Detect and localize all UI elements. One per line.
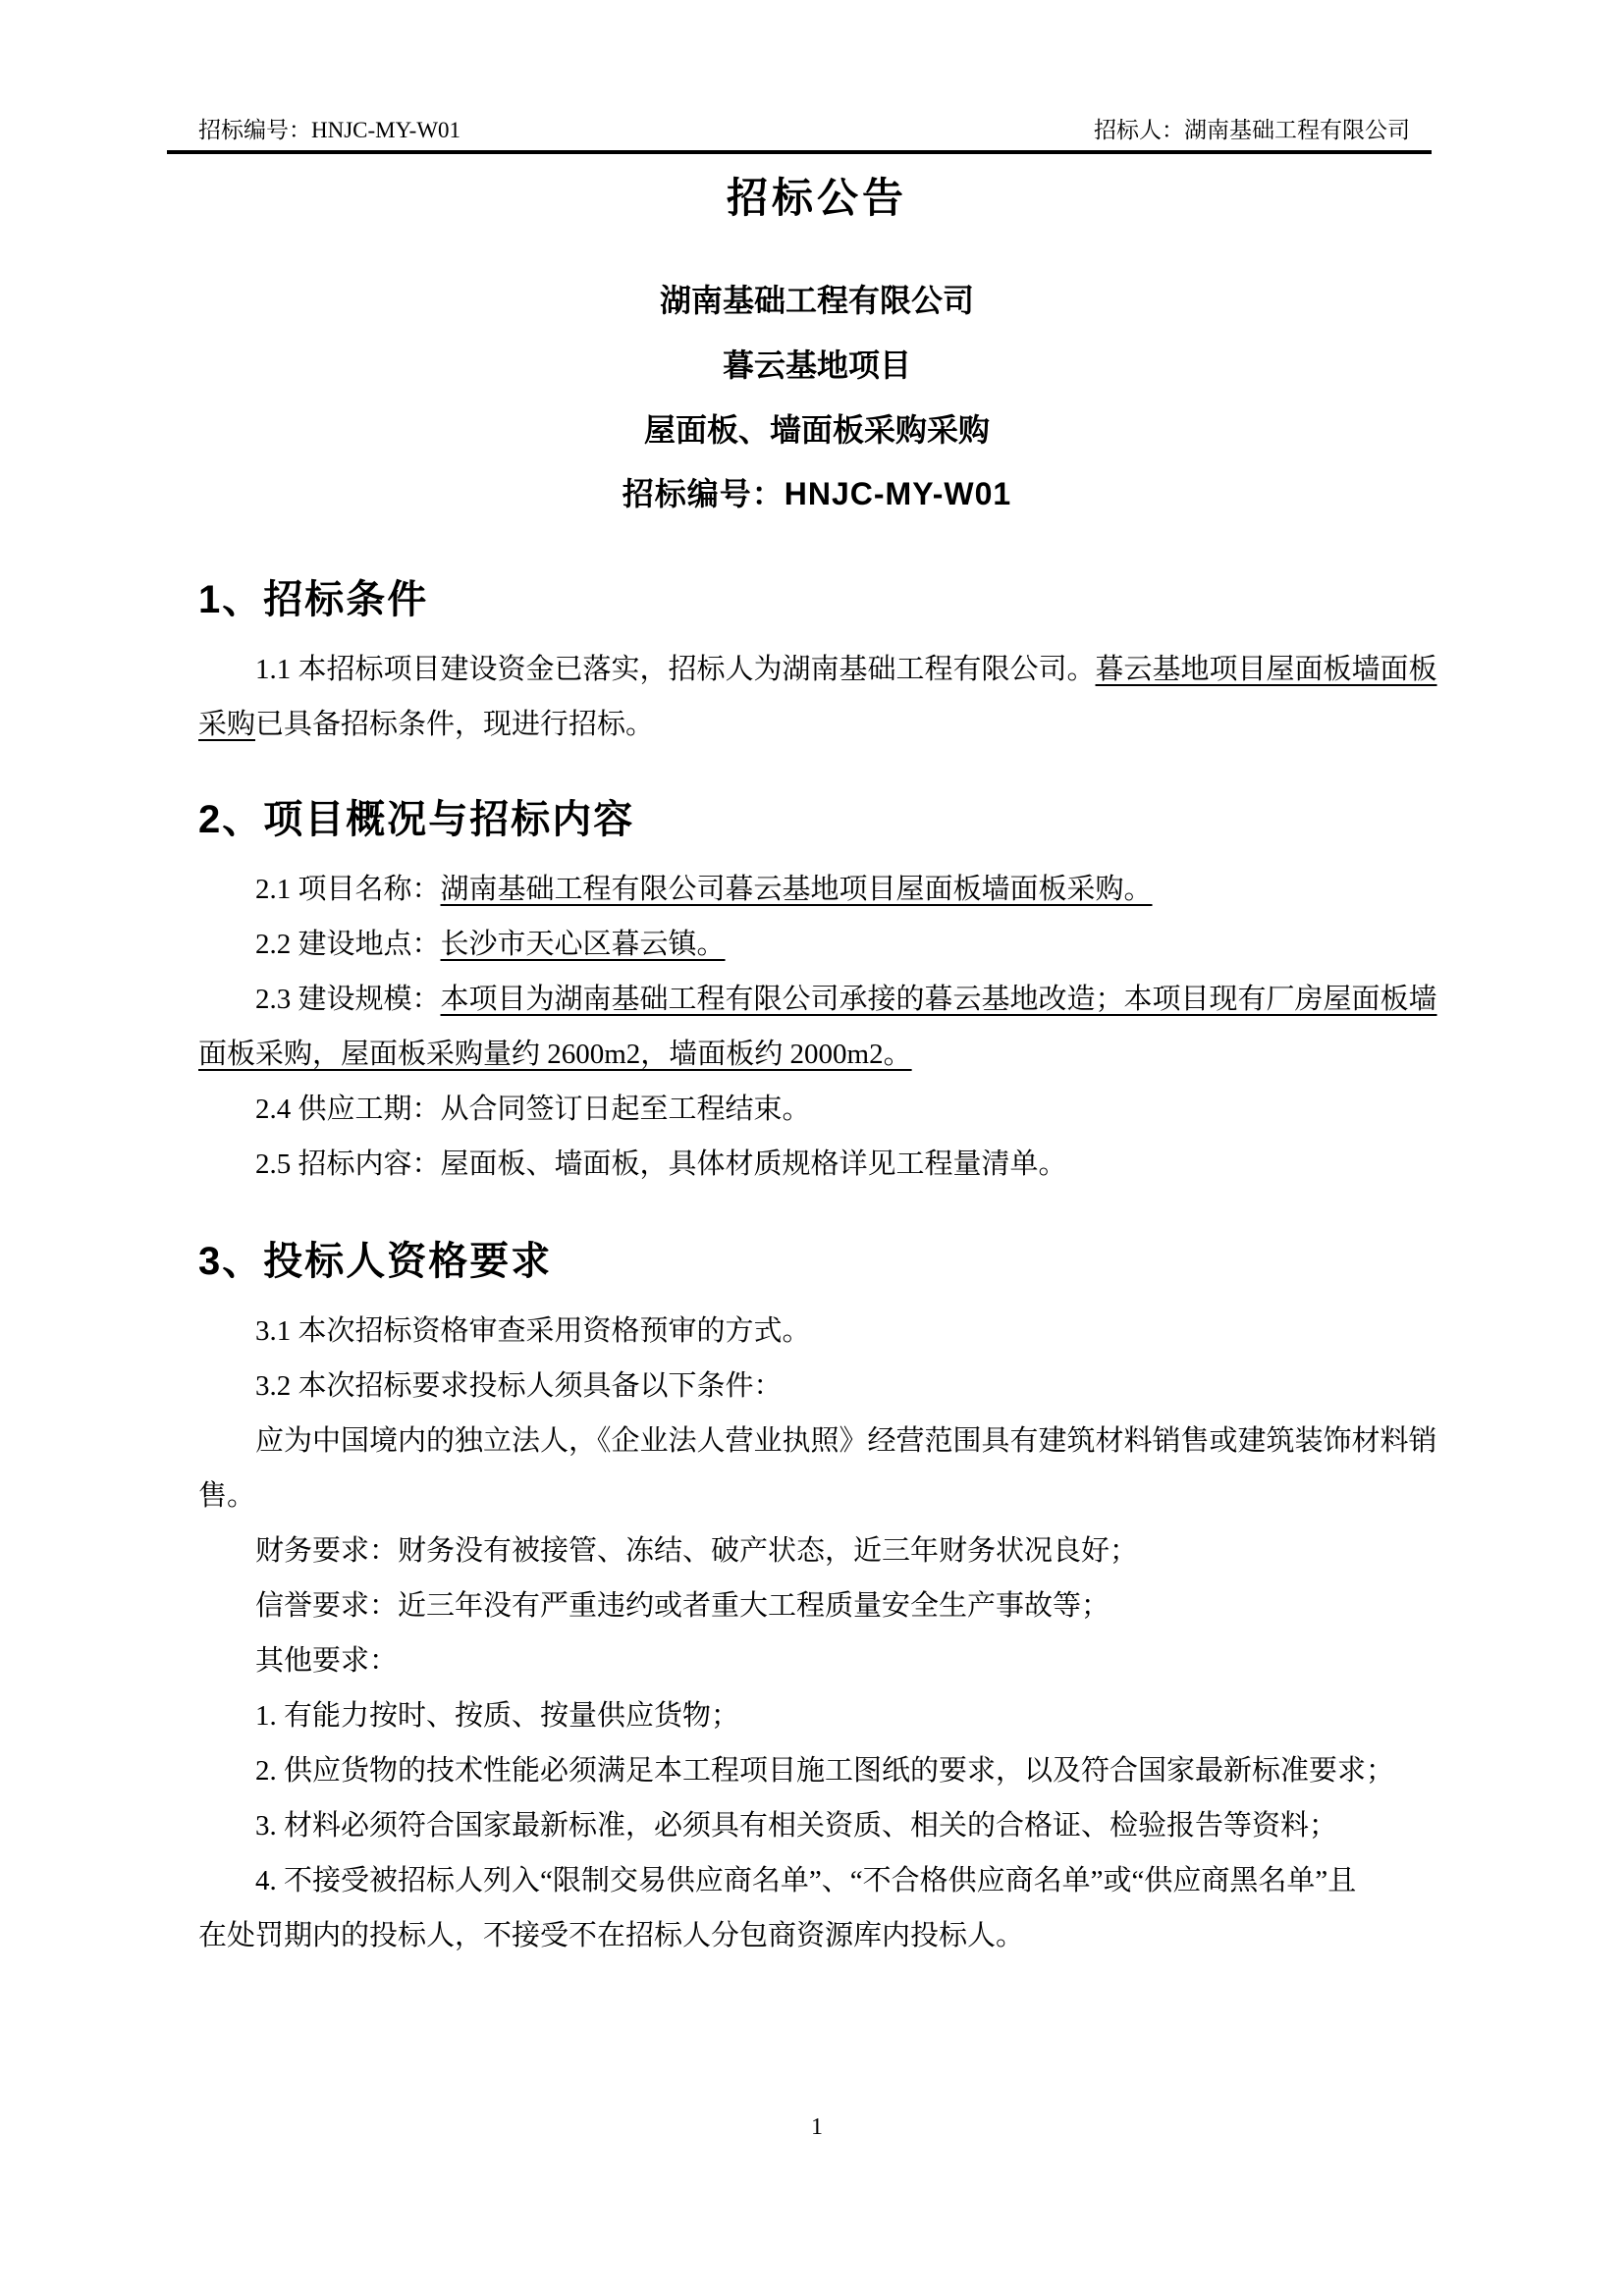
paragraph-line [198,1743,1435,1798]
subtitle-company: 湖南基础工程有限公司 [659,283,974,318]
text-run: 2.3 建设规模： [255,984,441,1015]
paragraph-line [198,1304,1435,1359]
text-run: 3. 材料必须符合国家最新标准，必须具有相关资质、相关的合格证、检验报告等资料； [255,1810,1338,1842]
underlined-text: 湖南基础工程有限公司暮云基地项目屋面板墙面板采购。 [440,874,1153,905]
document-title: 招标公告 [726,175,907,221]
text-run: 信誉要求：近三年没有严重违约或者重大工程质量安全生产事故等； [255,1590,1110,1622]
text-run: 其他要求： [255,1645,399,1677]
page-header [198,116,1435,145]
paragraph-line [198,697,1435,752]
paragraph-line [198,1688,1435,1743]
section-heading: 1、招标条件 [198,578,429,621]
text-run: 2.5 招标内容：屋面板、墙面板，具体材质规格详见工程量清单。 [255,1148,1067,1180]
text-run: 2.2 建设地点： [255,929,441,960]
text-run: 2.1 项目名称： [255,874,441,905]
paragraph-line [198,1414,1435,1468]
section-body [198,1304,1435,1963]
text-run: 应为中国境内的独立法人，《企业法人营业执照》经营范围具有建筑材料销售或建筑装饰材料销 [255,1425,1437,1457]
paragraph-line [198,1027,1435,1082]
paragraph-line [198,1137,1435,1192]
paragraph-line [198,1578,1435,1633]
section-project-overview [198,791,1435,1192]
subtitle-project: 暮云基地项目 [722,347,911,383]
paragraph-line [198,972,1435,1027]
text-run: 1.1 本招标项目建设资金已落实，招标人为湖南基础工程有限公司。 [255,654,1096,685]
page-number: 1 [811,2114,823,2140]
text-run: 4. 不接受被招标人列入“限制交易供应商名单”、“不合格供应商名单”或“供应商黑名单”且 [255,1865,1357,1896]
paragraph-line [198,917,1435,972]
paragraph-line [198,1633,1435,1688]
text-run: 售。 [198,1480,256,1512]
section-body [198,642,1435,752]
section-body [198,862,1435,1192]
subtitle-tender-number: 招标编号：HNJC-MY-W01 [622,476,1012,511]
text-run: 1. 有能力按时、按质、按量供应货物； [255,1700,740,1732]
paragraph-line [198,1359,1435,1414]
subtitle-procurement: 屋面板、墙面板采购采购 [643,412,990,448]
section-tender-conditions [198,571,1435,752]
header-tender-number: 招标编号：HNJC-MY-W01 [198,118,461,142]
text-run: 已具备招标条件，现进行招标。 [255,709,655,740]
text-run: 在处罚期内的投标人，不接受不在招标人分包商资源库内投标人。 [198,1920,1025,1951]
paragraph-line [198,1468,1435,1523]
underlined-text: 面板采购，屋面板采购量约 2600m2，墙面板约 2000m2。 [198,1039,912,1070]
text-run: 财务要求：财务没有被接管、冻结、破产状态，近三年财务状况良好； [255,1535,1139,1567]
underlined-text: 本项目为湖南基础工程有限公司承接的暮云基地改造；本项目现有厂房屋面板墙 [440,984,1437,1015]
paragraph-line [198,1082,1435,1137]
paragraph-line [198,642,1435,697]
underlined-text: 采购 [198,709,256,740]
section-heading: 3、投标人资格要求 [198,1240,553,1283]
paragraph-line [198,1908,1435,1963]
header-divider [167,150,1432,154]
section-heading: 2、项目概况与招标内容 [198,798,635,841]
section-bidder-qualifications [198,1233,1435,1963]
header-tenderee: 招标人：湖南基础工程有限公司 [1094,118,1410,142]
paragraph-line [198,862,1435,917]
paragraph-line [198,1853,1435,1908]
text-run: 2. 供应货物的技术性能必须满足本工程项目施工图纸的要求，以及符合国家最新标准要求； [255,1755,1395,1787]
text-run: 3.1 本次招标资格审查采用资格预审的方式。 [255,1315,811,1347]
text-run: 3.2 本次招标要求投标人须具备以下条件： [255,1370,783,1402]
paragraph-line [198,1523,1435,1578]
underlined-text: 暮云基地项目屋面板墙面板 [1095,654,1437,685]
underlined-text: 长沙市天心区暮云镇。 [440,929,726,960]
text-run: 2.4 供应工期：从合同签订日起至工程结束。 [255,1094,811,1125]
paragraph-line [198,1798,1435,1853]
